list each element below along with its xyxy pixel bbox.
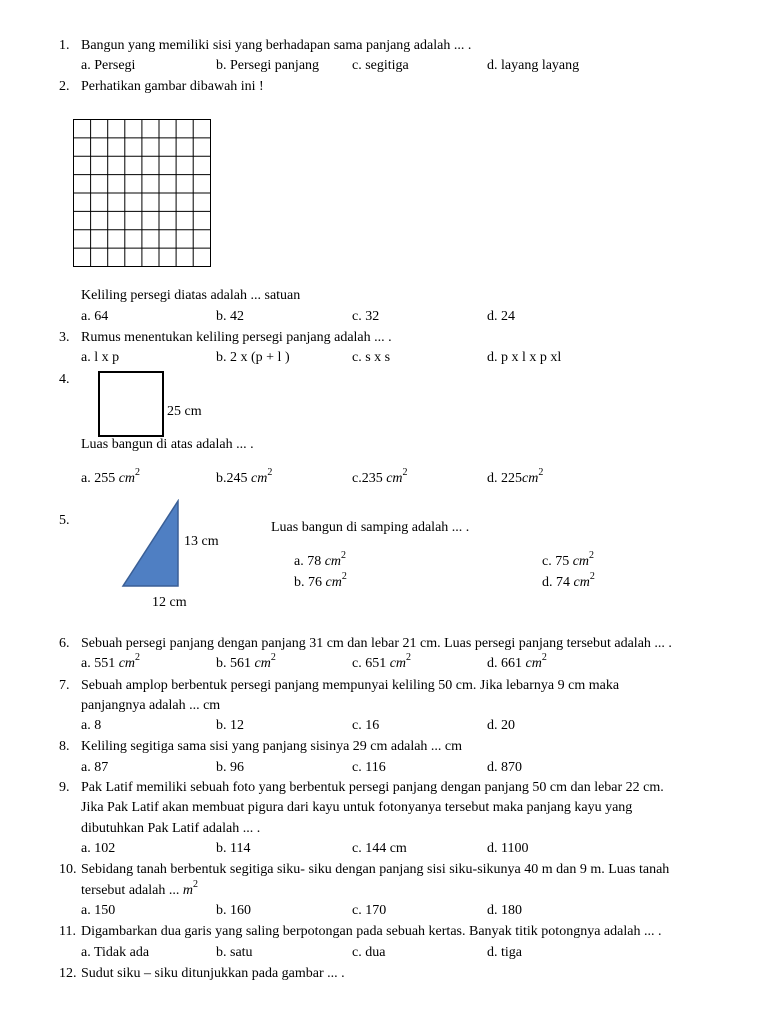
- q11-option-d: d. tiga: [487, 945, 522, 960]
- q6-option-b: b. 561 $cm^2$: [216, 652, 276, 671]
- question-12-text: Sudut siku – siku ditunjukkan pada gambar ... .: [81, 966, 345, 981]
- question-10-text-line-1: Sebidang tanah berbentuk segitiga siku- siku dengan panjang sisi siku-sikunya 40 m dan 9 m. Luas tanah: [81, 862, 670, 877]
- q5-option-a: a. 78 $cm^2$: [294, 550, 347, 569]
- question-9-text-line-1: Pak Latif memiliki sebuah foto yang berbentuk persegi panjang dengan panjang 50 cm dan lebar 22 cm.: [81, 780, 664, 795]
- question-5-text: Luas bangun di samping adalah ... .: [271, 520, 470, 535]
- question-12-number: 12.: [59, 966, 77, 981]
- question-6-text: Sebuah persegi panjang dengan panjang 31 cm dan lebar 21 cm. Luas persegi panjang tersebut adalah ... .: [81, 636, 672, 651]
- q4-option-d: d. $225cm^2$: [487, 467, 544, 486]
- q9-option-d: d. 1100: [487, 841, 529, 856]
- triangle-height-label: 13 cm: [184, 534, 219, 549]
- square-figure: [98, 371, 164, 437]
- q6-option-a: a. 551 $cm^2$: [81, 652, 141, 671]
- right-triangle-figure: [120, 499, 182, 589]
- grid-square-figure: [72, 118, 212, 269]
- question-8-number: 8.: [59, 739, 70, 754]
- question-4-number: 4.: [59, 372, 70, 387]
- q10-option-b: b. 160: [216, 903, 251, 918]
- question-4-subtext: Luas bangun di atas adalah ... .: [81, 437, 254, 452]
- q2-option-c: c. 32: [352, 309, 380, 324]
- square-side-label: 25 cm: [167, 404, 202, 419]
- q5-option-b: b. 76 $cm^2$: [294, 571, 347, 590]
- question-2-text: Perhatikan gambar dibawah ini !: [81, 79, 264, 94]
- q2-option-d: d. 24: [487, 309, 515, 324]
- question-7-text-line-2: panjangnya adalah ... cm: [81, 698, 221, 713]
- q6-option-c: c. 651 $cm^2$: [352, 652, 412, 671]
- q9-option-a: a. 102: [81, 841, 116, 856]
- q11-option-c: c. dua: [352, 945, 386, 960]
- question-11-number: 11.: [59, 924, 76, 939]
- q10-option-a: a. 150: [81, 903, 116, 918]
- question-7-text-line-1: Sebuah amplop berbentuk persegi panjang mempunyai keliling 50 cm. Jika lebarnya 9 cm maka: [81, 678, 620, 693]
- q5-option-c: c. 75 $cm^2$: [542, 550, 595, 569]
- q10-option-d: d. 180: [487, 903, 522, 918]
- question-7-number: 7.: [59, 678, 70, 693]
- question-10-number: 10.: [59, 862, 77, 877]
- question-9-text-line-2: Jika Pak Latif akan membuat pigura dari kayu untuk fotonyanya tersebut maka panjang kayu yang: [81, 800, 633, 815]
- q8-option-c: c. 116: [352, 760, 386, 775]
- q4-option-b: b.245 $cm^2$: [216, 467, 273, 486]
- q2-option-b: b. 42: [216, 309, 244, 324]
- q6-option-d: d. 661 $cm^2$: [487, 652, 547, 671]
- q1-option-b: b. Persegi panjang: [216, 58, 320, 73]
- question-6-number: 6.: [59, 636, 70, 651]
- question-1-text: Bangun yang memiliki sisi yang berhadapan sama panjang adalah ... .: [81, 38, 472, 53]
- q1-option-d: d. layang layang: [487, 58, 580, 73]
- q7-option-a: a. 8: [81, 718, 102, 733]
- q4-option-a: a. 255 $cm^2$: [81, 467, 141, 486]
- question-2-number: 2.: [59, 79, 70, 94]
- question-2-subtext: Keliling persegi diatas adalah ... satuan: [81, 288, 301, 303]
- question-9-number: 9.: [59, 780, 70, 795]
- q10-option-c: c. 170: [352, 903, 387, 918]
- q7-option-d: d. 20: [487, 718, 515, 733]
- q9-option-c: c. 144 cm: [352, 841, 407, 856]
- q4-option-c: c.235 $cm^2$: [352, 467, 408, 486]
- triangle-base-label: 12 cm: [152, 595, 187, 610]
- q5-option-d: d. 74 $cm^2$: [542, 571, 595, 590]
- q3-option-d: d. p x l x p xl: [487, 350, 562, 365]
- question-3-text: Rumus menentukan keliling persegi panjang adalah ... .: [81, 330, 392, 345]
- question-1-number: 1.: [59, 38, 70, 53]
- q8-option-b: b. 96: [216, 760, 244, 775]
- question-5-number: 5.: [59, 513, 70, 528]
- q3-option-a: a. l x p: [81, 350, 120, 365]
- q3-option-b: b. 2 x (p + l ): [216, 350, 290, 365]
- q1-option-a: a. Persegi: [81, 58, 136, 73]
- q9-option-b: b. 114: [216, 841, 251, 856]
- q2-option-a: a. 64: [81, 309, 109, 324]
- q7-option-c: c. 16: [352, 718, 380, 733]
- question-11-text: Digambarkan dua garis yang saling berpotongan pada sebuah kertas. Banyak titik potongnya adalah ... .: [81, 924, 662, 939]
- q7-option-b: b. 12: [216, 718, 244, 733]
- q8-option-d: d. 870: [487, 760, 522, 775]
- q8-option-a: a. 87: [81, 760, 109, 775]
- q3-option-c: c. s x s: [352, 350, 391, 365]
- question-9-text-line-3: dibutuhkan Pak Latif adalah ... .: [81, 821, 261, 836]
- question-3-number: 3.: [59, 330, 70, 345]
- question-8-text: Keliling segitiga sama sisi yang panjang sisinya 29 cm adalah ... cm: [81, 739, 463, 754]
- question-10-text-line-2: tersebut adalah ... $m^2$: [81, 879, 198, 898]
- q11-option-a: a. Tidak ada: [81, 945, 150, 960]
- q1-option-c: c. segitiga: [352, 58, 409, 73]
- q11-option-b: b. satu: [216, 945, 253, 960]
